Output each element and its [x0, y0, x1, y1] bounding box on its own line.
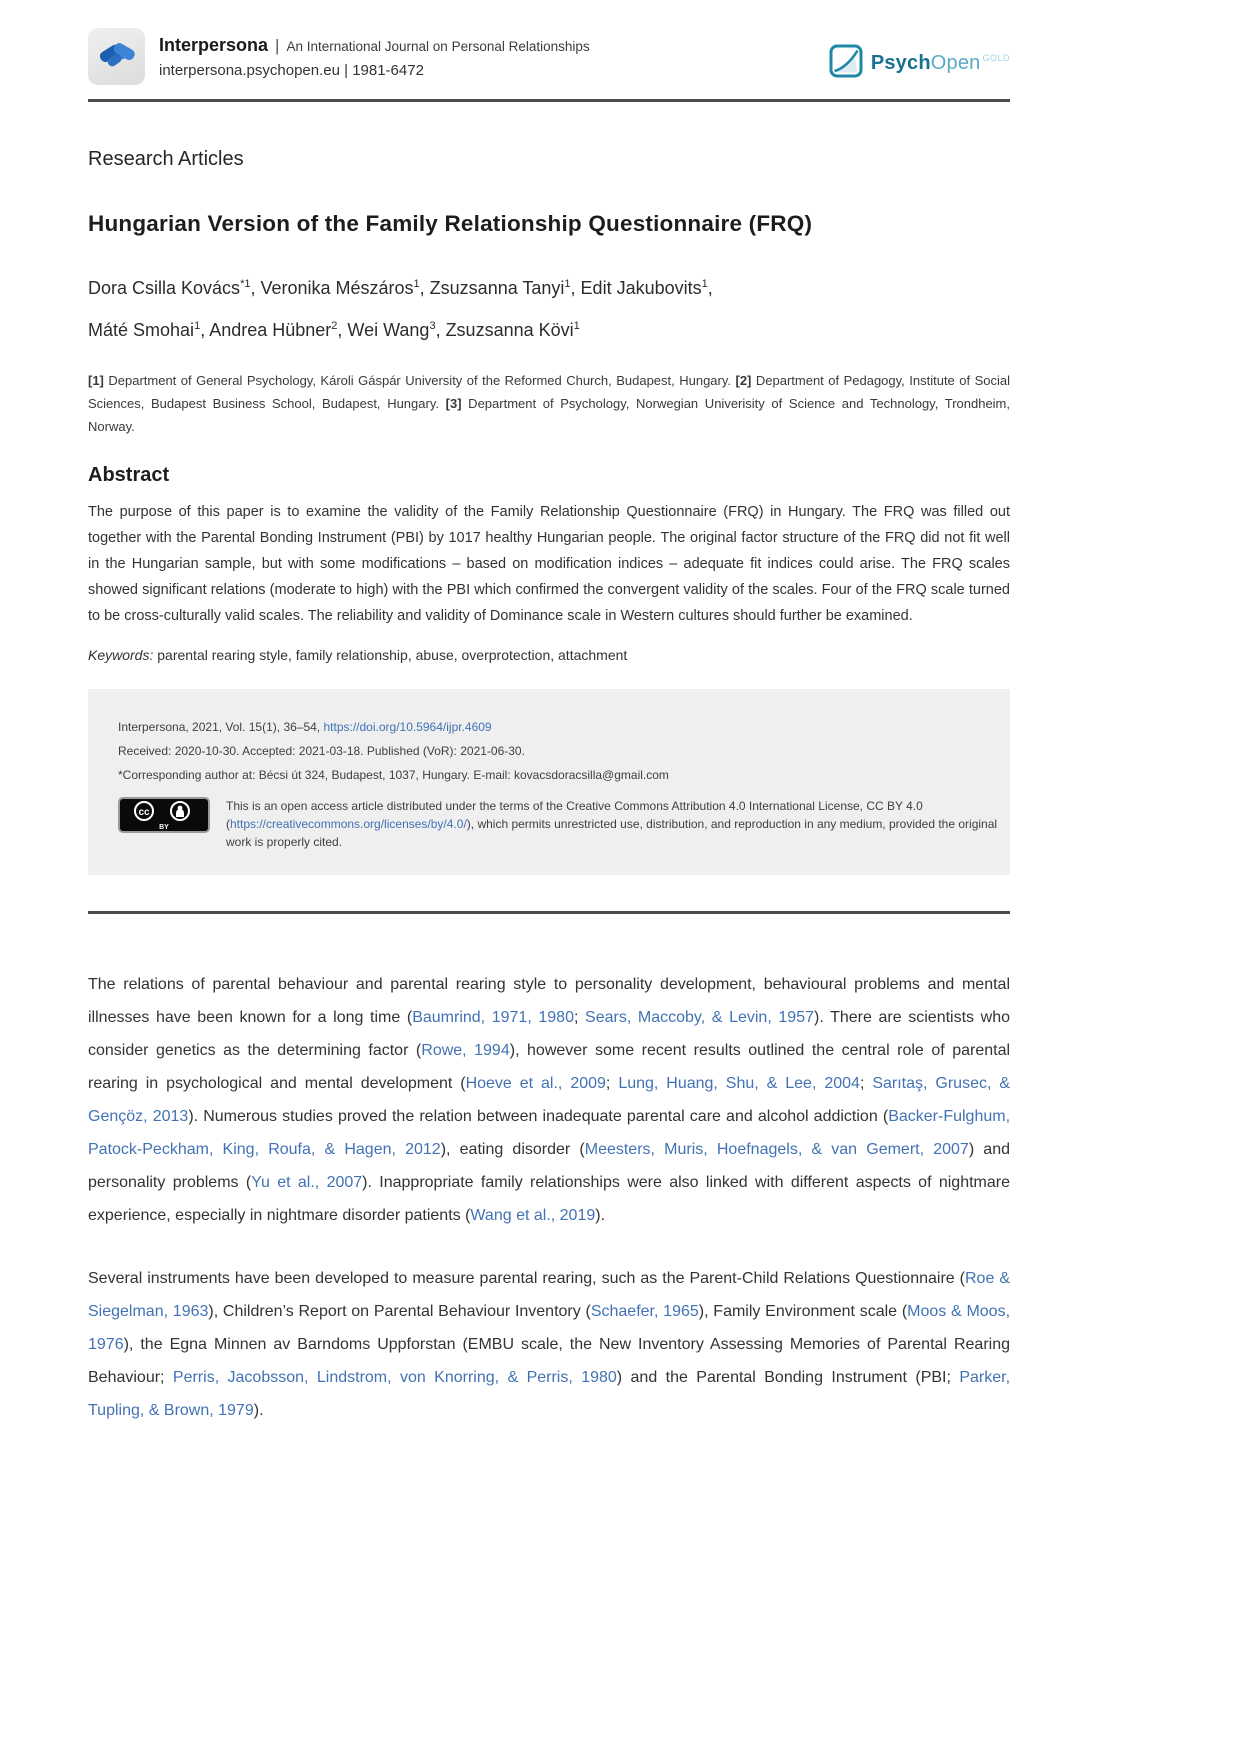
inline-link[interactable]: https://doi.org/10.5964/ijpr.4609	[323, 720, 492, 734]
article-section-label: Research Articles	[88, 148, 244, 170]
journal-title-separator: |	[275, 35, 280, 55]
text-segment: [3]	[445, 396, 462, 411]
citation-line	[118, 715, 1010, 739]
journal-title-line	[159, 35, 590, 56]
text-segment: [2]	[735, 373, 752, 388]
inline-link[interactable]: Hoeve et al., 2009	[465, 1075, 606, 1092]
text-segment: , Wei Wang	[337, 320, 430, 340]
text-segment: The relations of parental behaviour and parental rearing style to personality development, behavioural problems and mental illnesses have been known for a long time (	[88, 976, 1010, 1026]
abstract-heading: Abstract	[88, 464, 170, 486]
text-segment: 1	[573, 320, 580, 332]
inline-link[interactable]: Backer-Fulghum, Patock-Peckham, King, Roufa, & Hagen, 2012	[88, 1108, 1011, 1158]
text-segment: Keywords:	[88, 647, 154, 663]
interpersona-logo	[88, 28, 145, 85]
affiliations	[88, 369, 1010, 438]
text-segment: Máté Smohai	[88, 320, 195, 340]
psychopen-word-psych: Psych	[870, 52, 931, 74]
authors-block	[88, 267, 1010, 351]
text-segment: Dora Csilla Kovács	[88, 278, 241, 298]
header-rule	[88, 99, 1010, 102]
cc-by-badge-icon	[118, 797, 210, 838]
text-segment: 1	[413, 278, 420, 290]
body-paragraph-1	[88, 968, 1010, 1232]
inline-link[interactable]: Wang et al., 2019	[470, 1207, 596, 1224]
text-segment: Several instruments have been developed to measure parental rearing, such as the Parent-Child Relations Questionnaire (	[88, 1270, 965, 1287]
text-segment: ). There are scientists who consider genetics as the determining factor (	[88, 1009, 1011, 1059]
inline-link[interactable]: Perris, Jacobsson, Lindstrom, von Knorring, & Perris, 1980	[172, 1369, 617, 1386]
journal-site-line: interpersona.psychopen.eu | 1981-6472	[159, 61, 424, 79]
inline-link[interactable]: Moos & Moos, 1976	[88, 1303, 1011, 1353]
text-segment: 1	[701, 278, 708, 290]
text-segment: 3	[429, 320, 436, 332]
dates-line: Received: 2020-10-30. Accepted: 2021-03-18. Published (VoR): 2021-06-30.	[118, 744, 525, 758]
inline-link[interactable]: https://creativecommons.org/licenses/by/4.0/	[230, 817, 467, 831]
text-segment: , Zsuzsanna Tanyi	[419, 278, 565, 298]
license-text	[226, 797, 1010, 851]
text-segment: This is an open access article distributed under the terms of the Creative Commons Attribution 4.0 International License, CC BY 4.0 (	[226, 799, 923, 831]
text-segment: ;	[573, 1009, 586, 1026]
text-segment: [1]	[88, 373, 104, 388]
text-segment: ), the Egna Minnen av Barndoms Uppforstan (EMBU scale, the New Inventory Assessing Memories of Parental Rearing Behaviour;	[88, 1336, 1010, 1386]
abstract-text: The purpose of this paper is to examine the validity of the Family Relationship Questionnaire (FRQ) in Hungary. The FRQ was filled out together with the Parental Bonding Instrument (PBI) by 1017 healthy Hungarian people. The original factor structure of the FRQ did not fit well in the Hungarian sample, but with some modifications – based on modification indices – adequate fit indices could arise. The FRQ scales showed significant relations (moderate to high) with the PBI which confirmed the convergent validity of the scales. Four of the FRQ scale turned to be cross-culturally valid scales. The reliability and validity of Dominance scale in Western cultures should further be examined.	[88, 504, 1010, 624]
text-segment: ).	[595, 1207, 606, 1224]
text-segment: ), which permits unrestricted use, distribution, and reproduction in any medium, provided the original work is properly cited.	[226, 817, 998, 849]
text-segment: ), however some recent results outlined the central role of parental rearing in psychological and mental development (	[88, 1042, 1011, 1092]
text-segment: ) and the Parental Bonding Instrument (PBI;	[616, 1369, 960, 1386]
authors-line-1	[88, 267, 1010, 309]
text-segment: , Zsuzsanna Kövi	[435, 320, 574, 340]
publisher-brand	[829, 44, 1010, 83]
journal-tagline: An International Journal on Personal Relationships	[286, 38, 590, 54]
inline-link[interactable]: Meesters, Muris, Hoefnagels, & van Gemert, 2007	[584, 1141, 969, 1158]
psychopen-gold-label: GOLD	[982, 53, 1010, 64]
text-segment: 1	[194, 320, 201, 332]
text-segment: ), Family Environment scale (	[698, 1303, 908, 1320]
article-meta-box	[88, 689, 1010, 875]
text-segment: ), eating disorder (	[440, 1141, 585, 1158]
text-segment: ,	[707, 278, 713, 298]
text-segment: 2	[331, 320, 338, 332]
inline-link[interactable]: Roe & Siegelman, 1963	[88, 1270, 1011, 1320]
journal-name: Interpersona	[159, 34, 269, 55]
text-segment: ;	[605, 1075, 619, 1092]
text-segment: ) and personality problems (	[88, 1141, 1011, 1191]
text-segment: , Andrea Hübner	[200, 320, 332, 340]
text-segment: , Edit Jakubovits	[570, 278, 702, 298]
journal-brand	[88, 28, 590, 85]
handshake-icon	[95, 32, 139, 81]
body-paragraph-2	[88, 1262, 1010, 1427]
text-segment: ). Inappropriate family relationships were also linked with different aspects of nightmare experience, especially in nightmare disorder patients (	[88, 1174, 1010, 1224]
inline-link[interactable]: Schaefer, 1965	[590, 1303, 699, 1320]
text-segment: ;	[859, 1075, 873, 1092]
text-segment: ). Numerous studies proved the relation between inadequate parental care and alcohol addiction (	[188, 1108, 889, 1125]
psychopen-icon	[829, 44, 863, 83]
text-segment: ), Children’s Report on Parental Behaviour Inventory (	[208, 1303, 591, 1320]
article-title: Hungarian Version of the Family Relationship Questionnaire (FRQ)	[88, 211, 813, 236]
text-segment: *1	[240, 278, 251, 290]
inline-link[interactable]: Rowe, 1994	[421, 1042, 510, 1059]
text-segment: , Veronika Mészáros	[250, 278, 414, 298]
text-segment: parental rearing style, family relationship, abuse, overprotection, attachment	[153, 647, 628, 663]
authors-line-2	[88, 309, 1010, 351]
corresponding-author-line: *Corresponding author at: Bécsi út 324, Budapest, 1037, Hungary. E-mail: kovacsdoracsilla@gmail.com	[118, 768, 669, 782]
cc-by-text: BY	[159, 824, 169, 831]
text-segment: Interpersona, 2021, Vol. 15(1), 36–54,	[118, 720, 324, 734]
journal-brand-text	[159, 35, 590, 79]
text-segment: ).	[253, 1402, 264, 1419]
inline-link[interactable]: Baumrind, 1971, 1980	[412, 1009, 574, 1026]
psychopen-wordmark	[871, 52, 1010, 75]
inline-link[interactable]: Sarıtaş, Grusec, & Gençöz, 2013	[88, 1075, 1011, 1125]
inline-link[interactable]: Yu et al., 2007	[251, 1174, 363, 1191]
inline-link[interactable]: Parker, Tupling, & Brown, 1979	[88, 1369, 1011, 1419]
license-row	[118, 797, 1010, 851]
inline-link[interactable]: Sears, Maccoby, & Levin, 1957	[585, 1009, 814, 1026]
text-segment: Department of Pedagogy, Institute of Social Sciences, Budapest Business School, Budapest, Hungary.	[88, 373, 1010, 411]
text-segment: Department of Psychology, Norwegian Univerisity of Science and Technology, Trondheim, Norway.	[88, 396, 1010, 434]
svg-text:cc: cc	[138, 807, 150, 818]
inline-link[interactable]: Lung, Huang, Shu, & Lee, 2004	[618, 1075, 860, 1092]
keywords-line	[88, 647, 1010, 663]
psychopen-word-open: Open	[930, 52, 981, 74]
text-segment: 1	[564, 278, 571, 290]
body-divider-rule	[88, 911, 1010, 914]
page-header	[88, 28, 1010, 85]
text-segment: Department of General Psychology, Károli Gáspár University of the Reformed Church, Budapest, Hungary.	[103, 373, 736, 388]
